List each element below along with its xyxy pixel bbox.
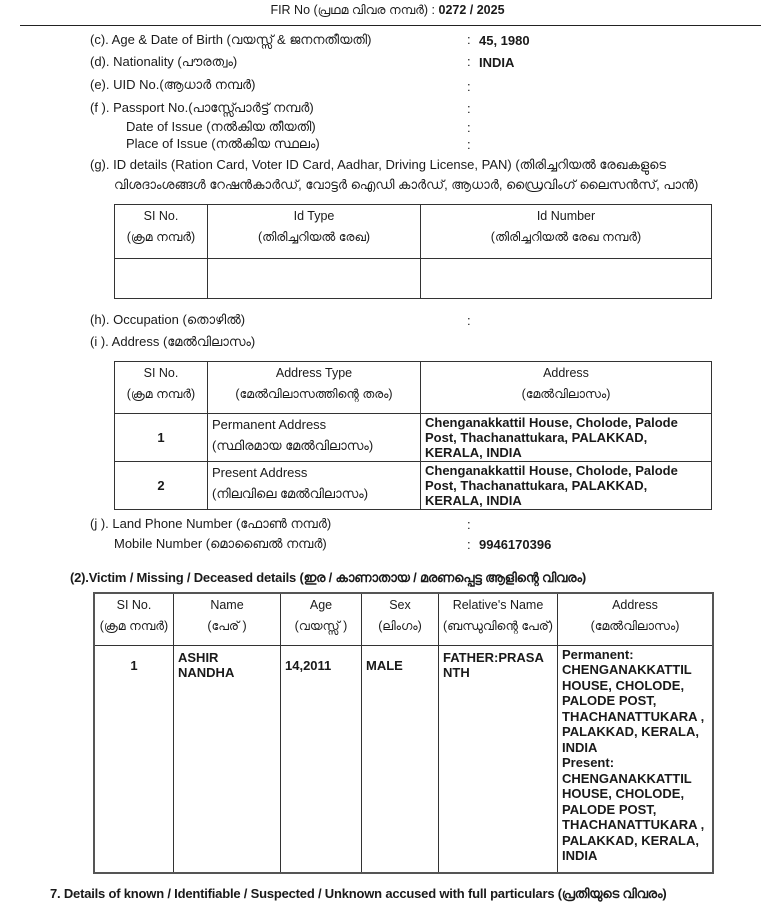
header-ml: (ബന്ധുവിന്റെ പേര്) <box>443 619 553 633</box>
colon: : <box>467 101 471 116</box>
colon: : <box>467 517 471 532</box>
header-ml: (തിരിച്ചറിയൽ രേഖ) <box>258 230 370 244</box>
address-sl-cell: 2 <box>115 462 208 510</box>
land-phone-label: (j ). Land Phone Number (ഫോൺ നമ്പർ) <box>90 516 332 531</box>
victim-table <box>93 592 714 874</box>
accused-section-title: 7. Details of known / Identifiable / Suspected / Unknown accused with full particulars (പ്രതിയുടെ വിവരം) <box>50 886 667 901</box>
header-en: Age <box>309 598 333 612</box>
header-ml: (പേര് ) <box>207 619 247 633</box>
address-type-ml: (സ്ഥിരമായ മേൽവിലാസം) <box>212 438 374 453</box>
colon: : <box>467 137 471 152</box>
colon: : <box>467 537 471 552</box>
address-sl-cell: 1 <box>115 414 208 462</box>
header-ml: (ക്രമ നമ്പർ) <box>99 619 169 633</box>
victim-name-cell: ASHIR NANDHA <box>174 645 281 873</box>
fir-number: 0272 / 2025 <box>438 3 505 17</box>
address-type-ml: (നിലവിലെ മേൽവിലാസം) <box>212 486 369 501</box>
address-label: (i ). Address (മേൽവിലാസം) <box>90 334 256 349</box>
header-ml: (ക്രമ നമ്പർ) <box>126 230 196 244</box>
colon: : <box>467 54 471 69</box>
address-table <box>114 361 712 510</box>
fir-label: FIR No (പ്രഥമ വിവര നമ്പർ) : <box>270 3 436 17</box>
mobile-label: Mobile Number (മൊബൈൽ നമ്പർ) <box>114 536 327 551</box>
victim-age-cell: 14,2011 <box>281 645 362 873</box>
victim-header-relative <box>439 593 558 645</box>
header-ml: (മേൽവിലാസം) <box>521 387 611 401</box>
nationality-value: INDIA <box>479 55 515 70</box>
address-type-en: Present Address <box>212 465 308 480</box>
address-value-cell: Chenganakkattil House, Cholode, Palode Post, Thachanattukara, PALAKKAD, KERALA, INDIA <box>421 414 712 462</box>
header-en: Address Type <box>275 366 353 380</box>
table-row <box>94 645 713 873</box>
header-ml: (തിരിച്ചറിയൽ രേഖ നമ്പർ) <box>490 230 642 244</box>
header-ml: (ലിംഗം) <box>378 619 422 633</box>
header-ml: (മേൽവിലാസത്തിന്റെ തരം) <box>235 387 393 401</box>
header-en: SI No. <box>143 209 179 223</box>
address-type-cell <box>208 462 421 510</box>
address-value-cell: Chenganakkattil House, Cholode, Palode Post, Thachanattukara, PALAKKAD, KERALA, INDIA <box>421 462 712 510</box>
mobile-value: 9946170396 <box>479 537 552 552</box>
id-details-label-line1: (g). ID details (Ration Card, Voter ID Card, Aadhar, Driving License, PAN) (തിരിച്ചറിയൽ രേഖകളുടെ <box>90 157 667 172</box>
header-en: SI No. <box>116 598 152 612</box>
address-table-header-type <box>208 362 421 414</box>
nationality-label: (d). Nationality (പൗരത്വം) <box>90 54 238 69</box>
victim-permanent-address: Permanent: CHENGANAKKATTIL HOUSE, CHOLODE, PALODE POST, THACHANATTUKARA , PALAKKAD, KERALA, INDIA <box>562 646 705 755</box>
place-of-issue-label: Place of Issue (നൽകിയ സ്ഥലം) <box>126 136 320 151</box>
victim-section-title: (2).Victim / Missing / Deceased details (ഇര / കാണാതായ / മരണപ്പെട്ട ആളിന്റെ വിവരം) <box>70 570 586 585</box>
victim-header-age <box>281 593 362 645</box>
victim-header-sl <box>94 593 174 645</box>
passport-label: (f ). Passport No.(പാസ്സ്പോർട്ട് നമ്പർ) <box>90 100 314 115</box>
fir-header <box>0 3 775 18</box>
id-number-cell <box>421 259 712 299</box>
header-en: Id Number <box>536 209 596 223</box>
colon: : <box>467 313 471 328</box>
id-table-header-sl <box>115 205 208 259</box>
victim-header-name <box>174 593 281 645</box>
header-en: Address <box>543 366 589 380</box>
occupation-label: (h). Occupation (തൊഴിൽ) <box>90 312 246 327</box>
address-table-header-sl <box>115 362 208 414</box>
header-ml: (മേൽവിലാസം) <box>590 619 680 633</box>
date-of-issue-label: Date of Issue (നൽകിയ തീയതി) <box>126 119 316 134</box>
header-en: Address <box>612 598 658 612</box>
table-row <box>115 414 712 462</box>
victim-relative-cell: FATHER:PRASA NTH <box>439 645 558 873</box>
header-ml: (ക്രമ നമ്പർ) <box>126 387 196 401</box>
id-details-table <box>114 204 712 299</box>
header-en: Id Type <box>293 209 335 223</box>
id-details-label-line2: വിശദാംശങ്ങൾ റേഷൻകാർഡ്, വോട്ടർ ഐഡി കാർഡ്, ആധാർ, ഡ്രൈവിംഗ് ലൈസൻസ്, പാൻ) <box>114 177 699 192</box>
header-en: Sex <box>389 598 411 612</box>
victim-address-cell <box>558 645 714 873</box>
victim-sex-cell: MALE <box>362 645 439 873</box>
colon: : <box>467 79 471 94</box>
table-row <box>115 462 712 510</box>
victim-header-address <box>558 593 714 645</box>
header-en: Relative's Name <box>452 598 544 612</box>
table-row <box>115 259 712 299</box>
age-dob-value: 45, 1980 <box>479 33 530 48</box>
uid-label: (e). UID No.(ആധാർ നമ്പർ) <box>90 77 256 92</box>
victim-sl-cell: 1 <box>94 645 174 873</box>
header-en: Name <box>210 598 244 612</box>
id-table-header-number <box>421 205 712 259</box>
header-ml: (വയസ്സ് ) <box>294 619 348 633</box>
colon: : <box>467 120 471 135</box>
address-table-header-address <box>421 362 712 414</box>
victim-header-sex <box>362 593 439 645</box>
age-dob-label: (c). Age & Date of Birth (വയസ്സ് & ജനനതീയതി) <box>90 32 372 47</box>
address-type-cell <box>208 414 421 462</box>
header-en: SI No. <box>143 366 179 380</box>
victim-present-address: Present: CHENGANAKKATTIL HOUSE, CHOLODE, PALODE POST, THACHANATTUKARA , PALAKKAD, KERALA, INDIA <box>562 755 705 863</box>
id-type-cell <box>208 259 421 299</box>
id-table-header-type <box>208 205 421 259</box>
id-sl-cell <box>115 259 208 299</box>
header-divider <box>20 25 761 26</box>
colon: : <box>467 32 471 47</box>
address-type-en: Permanent Address <box>212 417 327 432</box>
